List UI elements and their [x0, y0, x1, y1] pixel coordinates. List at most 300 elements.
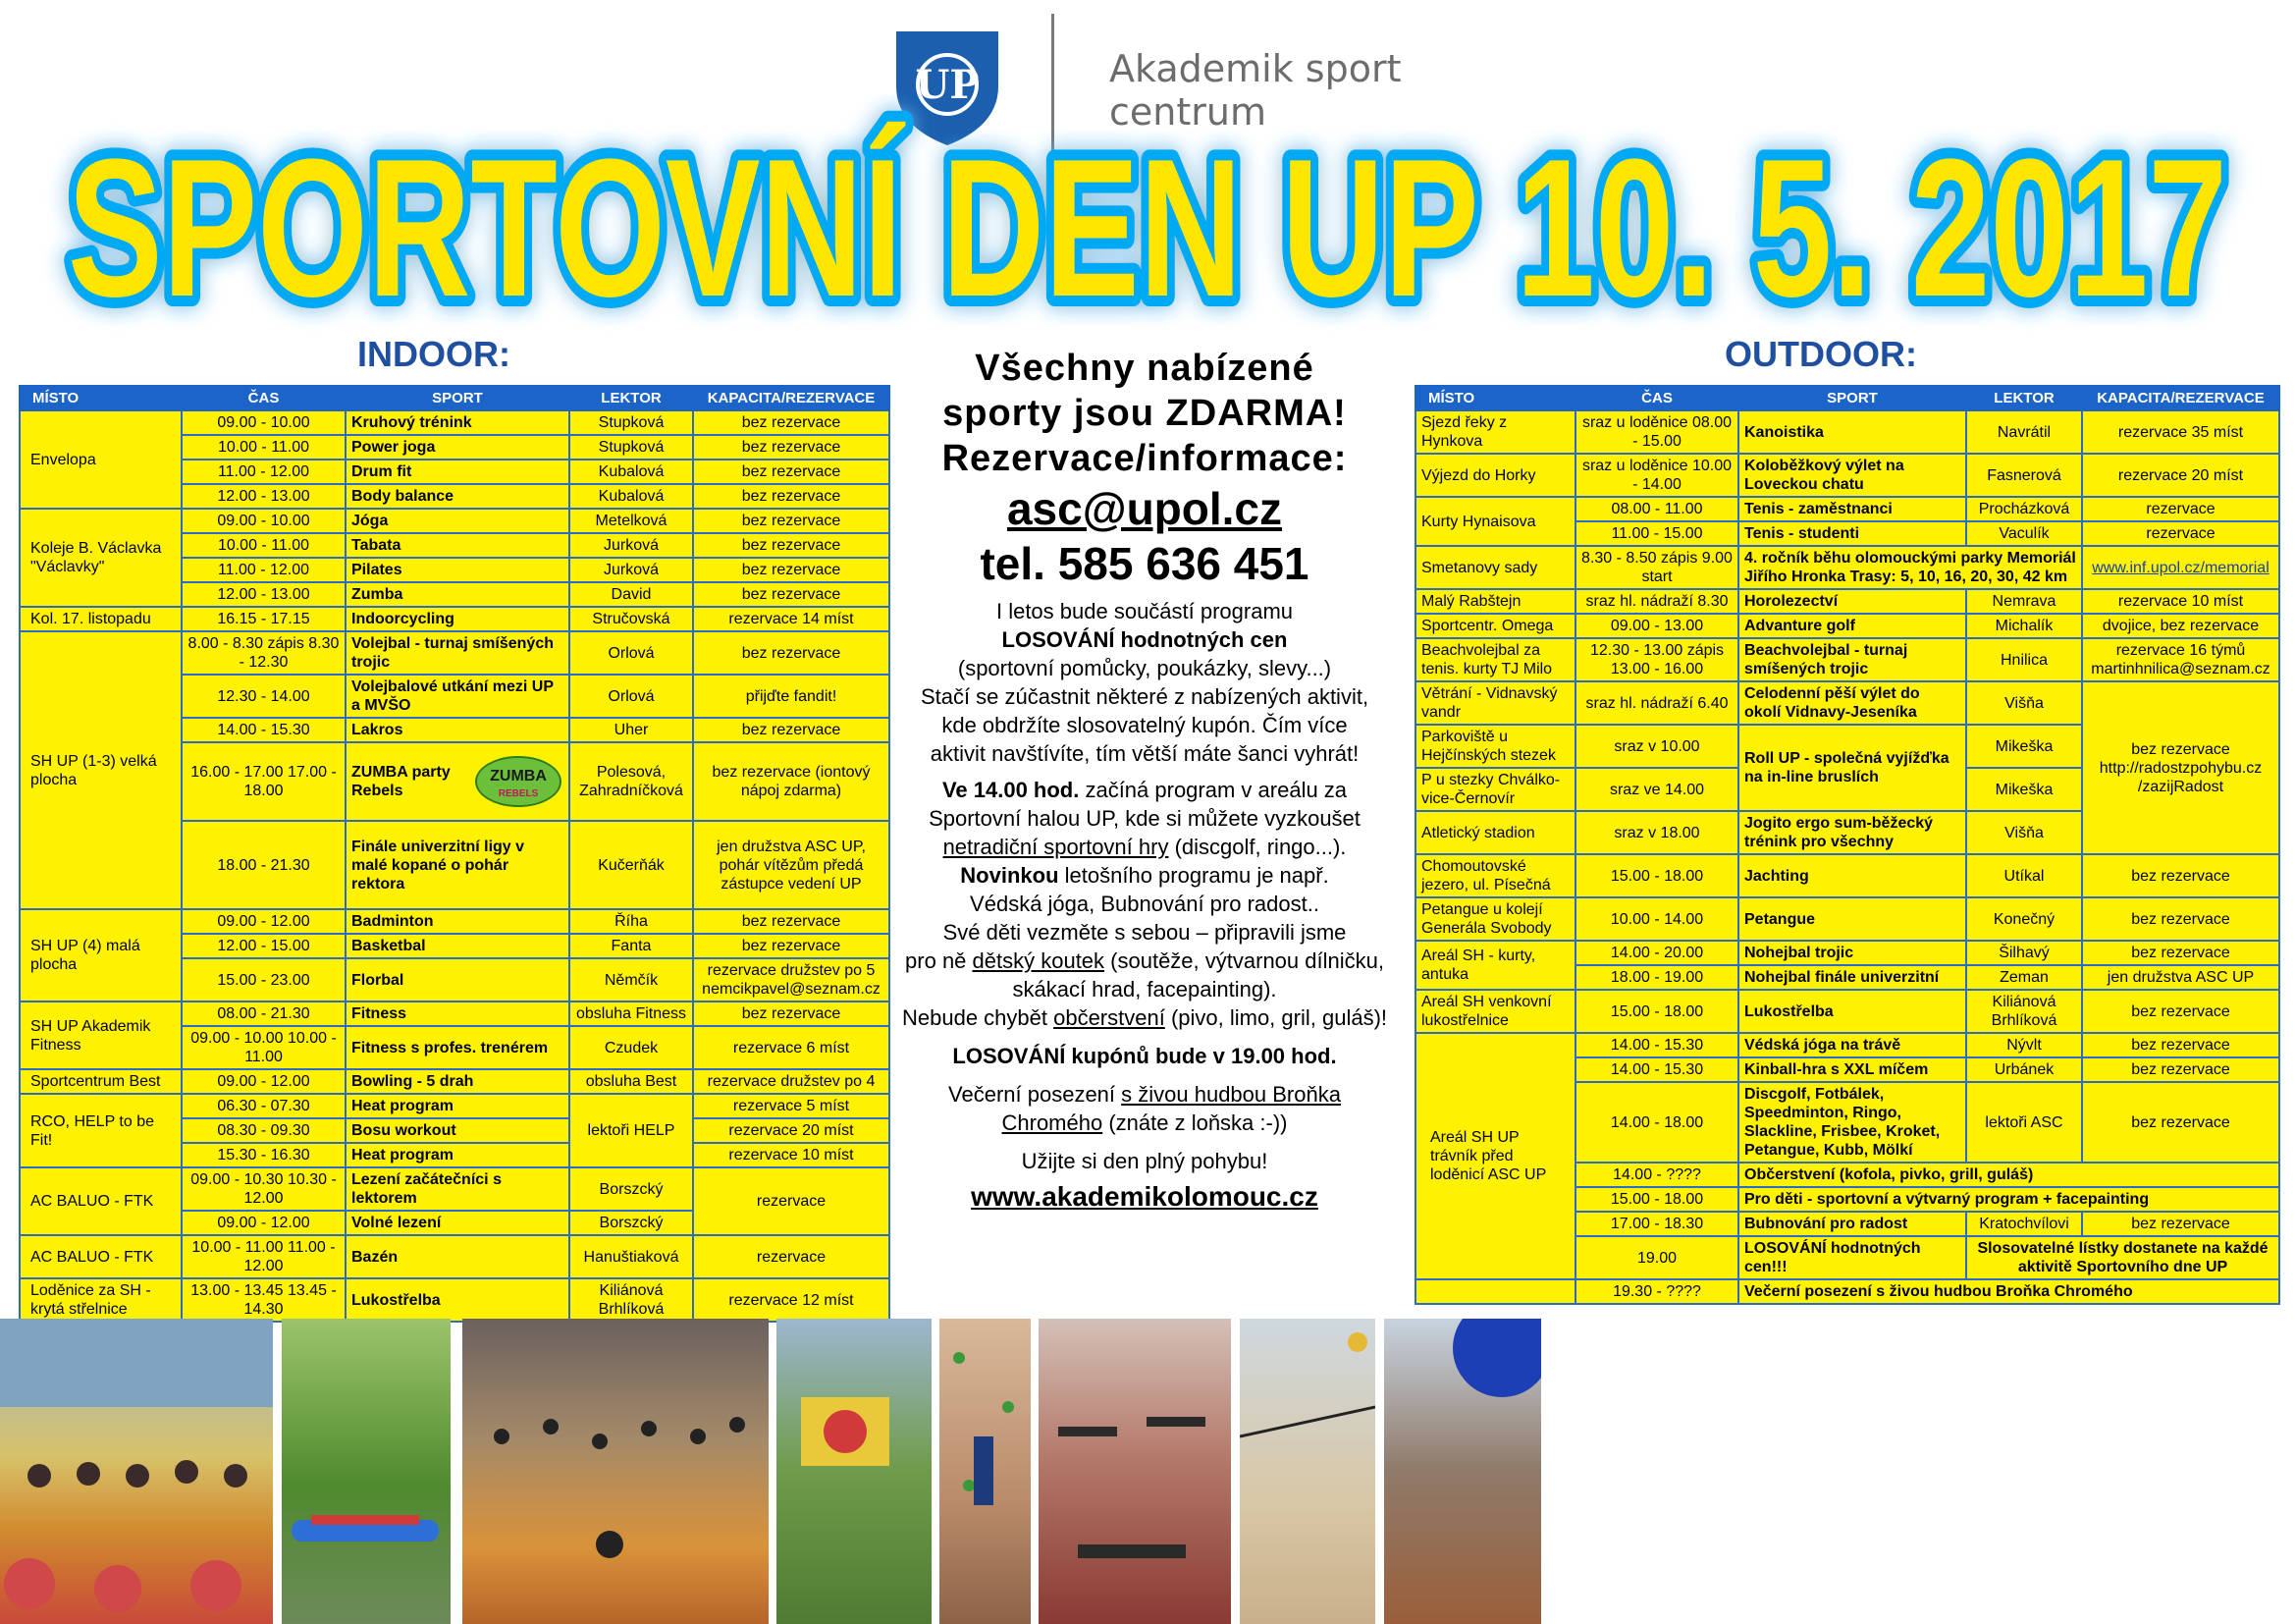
venue-cell: Areál SH UP trávník před loděnicí ASC UP: [1415, 1033, 1575, 1279]
venue-cell: SH UP Akademik Fitness: [20, 1001, 182, 1069]
sport-cell: Discgolf, Fotbálek, Speedminton, Ringo, Slackline, Frisbee, Kroket, Petangue, Kubb, Mölkí: [1738, 1082, 1966, 1163]
info-text: [889, 833, 1400, 861]
table-row: [1415, 941, 2279, 965]
info-text-span: (pivo, limo, gril, guláš)!: [1164, 1005, 1388, 1030]
info-text-bold: Novinkou: [960, 863, 1059, 888]
time-cell: 14.00 - 20.00: [1575, 941, 1738, 965]
venue-cell: AC BALUO - FTK: [20, 1235, 182, 1278]
venue-cell: Kol. 17. listopadu: [20, 607, 182, 631]
sport-cell: Celodenní pěší výlet do okolí Vidnavy-Jeseníka: [1738, 681, 1966, 725]
capacity-cell: rezervace 5 míst: [693, 1094, 889, 1118]
sport-cell-text: ZUMBA party Rebels: [351, 764, 451, 799]
venue-cell: Výjezd do Horky: [1415, 454, 1575, 497]
sport-cell: Kinball-hra s XXL míčem: [1738, 1057, 1966, 1082]
venue-cell: Atletický stadion: [1415, 811, 1575, 854]
capacity-cell: bez rezervace: [693, 533, 889, 558]
lector-cell: Kubalová: [569, 484, 693, 509]
info-reservation-label: Rezervace/informace:: [941, 438, 1348, 479]
time-cell: 14.00 - ????: [1575, 1163, 1738, 1187]
lector-cell: lektoři ASC: [1966, 1082, 2082, 1163]
sport-cell: Florbal: [346, 958, 569, 1001]
info-text: Stačí se zúčastnit některé z nabízených aktivit,: [920, 684, 1369, 709]
table-row: [1415, 546, 2279, 589]
table-row: [1415, 614, 2279, 638]
capacity-cell: bez rezervace: [693, 435, 889, 460]
lector-cell: Kučerňák: [569, 821, 693, 909]
indoor-heading: INDOOR:: [357, 334, 510, 374]
time-cell: 08.00 - 11.00: [1575, 497, 1738, 521]
sport-cell: Bosu workout: [346, 1118, 569, 1143]
lector-cell: lektoři HELP: [569, 1094, 693, 1167]
lector-cell: Kratochvílovi: [1966, 1212, 2082, 1236]
time-cell: 09.00 - 13.00: [1575, 614, 1738, 638]
column-header: LEKTOR: [569, 386, 693, 410]
sport-cell: Roll UP - společná vyjížďka na in-line bruslích: [1738, 725, 1966, 811]
column-header: KAPACITA/REZERVACE: [2082, 386, 2279, 410]
info-text-span: pro ně: [905, 948, 973, 973]
venue-cell: Kurty Hynaisova: [1415, 497, 1575, 546]
column-header: ČAS: [182, 386, 346, 410]
sport-cell: Petangue: [1738, 897, 1966, 941]
lector-cell: Stupková: [569, 410, 693, 435]
capacity-cell: rezervace 12 míst: [693, 1278, 889, 1322]
mats-photo-icon: [1039, 1319, 1231, 1624]
volleyball-photo-icon: [1240, 1319, 1375, 1624]
sport-cell: Beachvolejbal - turnaj smíšených trojic: [1738, 638, 1966, 681]
outdoor-heading: OUTDOOR:: [1725, 334, 1917, 374]
time-cell: 09.00 - 12.00: [182, 909, 346, 934]
time-cell: sraz hl. nádraží 8.30: [1575, 589, 1738, 614]
column-header: KAPACITA/REZERVACE: [693, 386, 889, 410]
photo-climbing: [939, 1319, 1031, 1624]
capacity-cell: bez rezervace: [2082, 1057, 2279, 1082]
capacity-cell: rezervace 10 míst: [693, 1143, 889, 1167]
lector-cell: obsluha Best: [569, 1069, 693, 1094]
venue-cell: Větrání - Vidnavský vandr: [1415, 681, 1575, 725]
table-row: [20, 1235, 889, 1278]
info-text: [889, 1003, 1400, 1032]
venue-cell: [1415, 1279, 1575, 1304]
venue-cell: Areál SH venkovní lukostřelnice: [1415, 990, 1575, 1033]
sport-cell: Kruhový trénink: [346, 410, 569, 435]
time-cell: 06.30 - 07.30: [182, 1094, 346, 1118]
sport-cell: Pilates: [346, 558, 569, 582]
lector-cell: Šilhavý: [1966, 941, 2082, 965]
sport-cell: Heat program: [346, 1094, 569, 1118]
capacity-cell: bez rezervace: [693, 460, 889, 484]
info-text-underline: netradiční sportovní hry: [942, 835, 1169, 859]
time-cell: 15.00 - 18.00: [1575, 1187, 1738, 1212]
column-header: ČAS: [1575, 386, 1738, 410]
sport-cell: Tabata: [346, 533, 569, 558]
indoor-schedule-table: [19, 385, 890, 1323]
event-website-link[interactable]: www.inf.upol.cz/memorial: [2082, 546, 2279, 589]
capacity-cell: bez rezervace: [693, 509, 889, 533]
time-cell: 09.00 - 10.00 10.00 - 11.00: [182, 1026, 346, 1069]
table-row: [20, 1069, 889, 1094]
time-cell: sraz u loděnice 10.00 - 14.00: [1575, 454, 1738, 497]
time-cell: 09.00 - 12.00: [182, 1069, 346, 1094]
capacity-cell: bez rezervace: [693, 631, 889, 675]
info-text: Své děti vezměte s sebou – připravili jsme: [942, 920, 1347, 945]
sport-cell: Body balance: [346, 484, 569, 509]
time-cell: 08.00 - 21.30: [182, 1001, 346, 1026]
time-cell: 14.00 - 15.30: [182, 718, 346, 742]
time-cell: sraz u loděnice 08.00 - 15.00: [1575, 410, 1738, 454]
sport-cell: Tenis - zaměstnanci: [1738, 497, 1966, 521]
lector-cell: Kiliánová Brhlíková: [569, 1278, 693, 1322]
archery-photo-icon: [776, 1319, 932, 1624]
capacity-cell: bez rezervace: [2082, 854, 2279, 897]
sport-cell: Drum fit: [346, 460, 569, 484]
sport-cell: Občerstvení (kofola, pivko, grill, guláš): [1738, 1163, 2279, 1187]
sport-cell: Indoorcycling: [346, 607, 569, 631]
lector-cell: Hnilica: [1966, 638, 2082, 681]
capacity-cell: jen družstva ASC UP, pohár vítězům předá zástupce vedení UP: [693, 821, 889, 909]
kinball-photo-icon: [1384, 1319, 1541, 1624]
sport-cell: Nohejbal trojic: [1738, 941, 1966, 965]
table-row: [20, 1001, 889, 1026]
info-text: skákací hrad, facepainting).: [1012, 977, 1277, 1001]
table-row: [1415, 990, 2279, 1033]
time-cell: 12.30 - 13.00 zápis 13.00 - 16.00: [1575, 638, 1738, 681]
venue-cell: Sportcentrum Best: [20, 1069, 182, 1094]
capacity-cell: bez rezervace: [2082, 1033, 2279, 1057]
table-row: [20, 1094, 889, 1118]
lector-cell: Zeman: [1966, 965, 2082, 990]
sport-cell: Bubnování pro radost: [1738, 1212, 1966, 1236]
photo-rafting: [282, 1319, 451, 1624]
contact-phone: tel. 585 636 451: [980, 538, 1309, 589]
capacity-cell: bez rezervace: [2082, 1082, 2279, 1163]
lector-cell: Jurková: [569, 558, 693, 582]
time-cell: 09.00 - 12.00: [182, 1211, 346, 1235]
info-text: (sportovní pomůcky, poukázky, slevy...): [957, 656, 1332, 680]
lector-cell: Konečný: [1966, 897, 2082, 941]
lector-cell: Metelková: [569, 509, 693, 533]
sport-cell: Jóga: [346, 509, 569, 533]
sport-cell: Večerní posezení s živou hudbou Broňka Chromého: [1738, 1279, 2279, 1304]
capacity-cell: rezervace 35 míst: [2082, 410, 2279, 454]
time-cell: 09.00 - 10.30 10.30 - 12.00: [182, 1167, 346, 1211]
info-text-underline: občerstvení: [1053, 1005, 1165, 1030]
time-cell: 14.00 - 15.30: [1575, 1057, 1738, 1082]
info-text-span: (znáte z loňska :-)): [1102, 1110, 1288, 1135]
capacity-cell: bez rezervace: [693, 934, 889, 958]
time-cell: 15.00 - 18.00: [1575, 990, 1738, 1033]
capacity-cell: bez rezervace: [2082, 1212, 2279, 1236]
table-row: [20, 631, 889, 675]
time-cell: sraz ve 14.00: [1575, 768, 1738, 811]
info-text: [889, 947, 1400, 975]
photo-beach-volleyball: [1240, 1319, 1375, 1624]
info-text: Sportovní halou UP, kde si můžete vyzkoušet: [929, 806, 1361, 831]
time-cell: 09.00 - 10.00: [182, 509, 346, 533]
time-cell: 12.00 - 15.00: [182, 934, 346, 958]
capacity-cell: bez rezervace: [693, 558, 889, 582]
venue-cell: Sportcentr. Omega: [1415, 614, 1575, 638]
table-row: [1415, 1279, 2279, 1304]
capacity-cell: bez rezervace: [693, 909, 889, 934]
capacity-cell: rezervace družstev po 5 nemcikpavel@seznam.cz: [693, 958, 889, 1001]
lector-cell: Říha: [569, 909, 693, 934]
info-text: [889, 861, 1400, 890]
lector-cell: Vaculík: [1966, 521, 2082, 546]
sport-cell: Badminton: [346, 909, 569, 934]
lector-cell: Uher: [569, 718, 693, 742]
info-text: Užijte si den plný pohybu!: [1021, 1149, 1268, 1173]
capacity-cell: rezervace 10 míst: [2082, 589, 2279, 614]
photo-aerobics: [0, 1319, 273, 1624]
venue-cell: SH UP (1-3) velká plocha: [20, 631, 182, 909]
table-row: [20, 1167, 889, 1211]
table-row: [1415, 854, 2279, 897]
time-cell: 09.00 - 10.00: [182, 410, 346, 435]
table-row: [1415, 497, 2279, 521]
time-cell: 08.30 - 09.30: [182, 1118, 346, 1143]
photo-kinball: [1384, 1319, 1541, 1624]
photo-strip: [0, 1319, 2296, 1624]
aerobics-photo-icon: [0, 1319, 273, 1624]
time-cell: 18.00 - 19.00: [1575, 965, 1738, 990]
info-text: [889, 1109, 1400, 1137]
brand-line1: Akademik sport: [1109, 47, 1402, 90]
info-lottery-time: LOSOVÁNÍ kupónů bude v 19.00 hod.: [952, 1044, 1337, 1068]
venue-cell: Areál SH - kurty, antuka: [1415, 941, 1575, 990]
website-link[interactable]: www.akademikolomouc.cz: [971, 1181, 1318, 1212]
capacity-cell: rezervace 20 míst: [693, 1118, 889, 1143]
lector-cell: Borszcký: [569, 1167, 693, 1211]
capacity-cell: rezervace 6 míst: [693, 1026, 889, 1069]
sport-cell: Volejbal - turnaj smíšených trojic: [346, 631, 569, 675]
time-cell: 12.00 - 13.00: [182, 484, 346, 509]
capacity-cell: rezervace: [2082, 497, 2279, 521]
venue-cell: Smetanovy sady: [1415, 546, 1575, 589]
time-cell: 15.00 - 23.00: [182, 958, 346, 1001]
column-header: MÍSTO: [20, 386, 182, 410]
capacity-cell: bez rezervace: [693, 718, 889, 742]
capacity-cell: rezervace 20 míst: [2082, 454, 2279, 497]
venue-cell: SH UP (4) malá plocha: [20, 909, 182, 1001]
lector-cell: Nemrava: [1966, 589, 2082, 614]
time-cell: 11.00 - 15.00: [1575, 521, 1738, 546]
sport-cell: Lukostřelba: [1738, 990, 1966, 1033]
venue-cell: Loděnice za SH - krytá střelnice: [20, 1278, 182, 1322]
capacity-cell: rezervace 14 míst: [693, 607, 889, 631]
lector-cell: Procházková: [1966, 497, 2082, 521]
page-title: [0, 94, 2296, 340]
time-cell: 15.00 - 18.00: [1575, 854, 1738, 897]
sport-cell: Nohejbal finále univerzitní: [1738, 965, 1966, 990]
lector-cell: Polesová, Zahradníčková: [569, 742, 693, 821]
lector-cell: David: [569, 582, 693, 607]
sport-cell: Basketbal: [346, 934, 569, 958]
venue-cell: P u stezky Chválko-vice-Černovír: [1415, 768, 1575, 811]
capacity-cell: dvojice, bez rezervace: [2082, 614, 2279, 638]
capacity-cell: rezervace: [2082, 521, 2279, 546]
info-text-span: letošního programu je např.: [1058, 863, 1329, 888]
venue-cell: AC BALUO - FTK: [20, 1167, 182, 1235]
info-text-span: začíná program v areálu za: [1079, 778, 1348, 802]
zumba-rebels-logo: [474, 755, 562, 808]
table-row: [1415, 1033, 2279, 1057]
time-cell: 12.30 - 14.00: [182, 675, 346, 718]
sport-cell: Bowling - 5 drah: [346, 1069, 569, 1094]
lector-cell: Kubalová: [569, 460, 693, 484]
lector-cell: Michalík: [1966, 614, 2082, 638]
time-cell: 18.00 - 21.30: [182, 821, 346, 909]
venue-cell: RCO, HELP to be Fit!: [20, 1094, 182, 1167]
column-header: LEKTOR: [1966, 386, 2082, 410]
capacity-cell: rezervace: [693, 1167, 889, 1235]
table-header-row: [20, 386, 889, 410]
page-title-text: SPORTOVNÍ DEN UP 10. 5. 2017: [68, 119, 2227, 338]
lector-cell: Utíkal: [1966, 854, 2082, 897]
sport-cell: Kanoistika: [1738, 410, 1966, 454]
info-text: kde obdržíte slosovatelný kupón. Čím více: [941, 713, 1348, 737]
lector-cell: Mikeška: [1966, 725, 2082, 768]
table-row: [1415, 454, 2279, 497]
sport-cell: Volné lezení: [346, 1211, 569, 1235]
table-row: [1415, 589, 2279, 614]
lector-cell: Orlová: [569, 631, 693, 675]
info-text-bold: Ve 14.00 hod.: [941, 778, 1080, 802]
time-cell: 11.00 - 12.00: [182, 460, 346, 484]
table-row: [1415, 897, 2279, 941]
lector-cell: Fasnerová: [1966, 454, 2082, 497]
lector-cell: Višňa: [1966, 811, 2082, 854]
capacity-cell: bez rezervace: [2082, 941, 2279, 965]
time-cell: 14.00 - 18.00: [1575, 1082, 1738, 1163]
info-text-span: (discgolf, ringo...).: [1168, 835, 1347, 859]
lector-cell: Višňa: [1966, 681, 2082, 725]
time-cell: 10.00 - 11.00: [182, 533, 346, 558]
sport-cell: Zumba: [346, 582, 569, 607]
sport-cell: Heat program: [346, 1143, 569, 1167]
sport-cell: Advanture golf: [1738, 614, 1966, 638]
sport-cell: Bazén: [346, 1235, 569, 1278]
venue-cell: Chomoutovské jezero, ul. Písečná: [1415, 854, 1575, 897]
info-text: LOSOVÁNÍ hodnotných cen: [1001, 627, 1288, 652]
table-row: [1415, 410, 2279, 454]
photo-exercise-mats: [1039, 1319, 1231, 1624]
lector-cell: Nývlt: [1966, 1033, 2082, 1057]
column-header: SPORT: [346, 386, 569, 410]
outdoor-schedule-table: [1415, 385, 2280, 1305]
lottery-note-cell: Slosovatelné lístky dostanete na každé aktivitě Sportovního dne UP: [1966, 1236, 2279, 1279]
time-cell: 8.30 - 8.50 zápis 9.00 start: [1575, 546, 1738, 589]
sport-cell: Fitness s profes. trenérem: [346, 1026, 569, 1069]
lector-cell: Czudek: [569, 1026, 693, 1069]
sport-cell: Jachting: [1738, 854, 1966, 897]
info-column: [889, 346, 1400, 1215]
sport-cell: Power joga: [346, 435, 569, 460]
lector-cell: obsluha Fitness: [569, 1001, 693, 1026]
table-row: [20, 1278, 889, 1322]
lector-cell: Mikeška: [1966, 768, 2082, 811]
venue-cell: Koleje B. Václavka "Václavky": [20, 509, 182, 607]
capacity-cell: bez rezervace http://radostzpohybu.cz /zazijRadost: [2082, 681, 2279, 854]
table-row: [1415, 638, 2279, 681]
time-cell: 15.30 - 16.30: [182, 1143, 346, 1167]
capacity-cell: bez rezervace: [2082, 897, 2279, 941]
capacity-cell: jen družstva ASC UP: [2082, 965, 2279, 990]
capacity-cell: bez rezervace: [693, 410, 889, 435]
sport-cell: [346, 742, 569, 821]
capacity-cell: rezervace družstev po 4: [693, 1069, 889, 1094]
capacity-cell: přijďte fandit!: [693, 675, 889, 718]
sport-cell: Lezení začátečníci s lektorem: [346, 1167, 569, 1211]
time-cell: 10.00 - 11.00: [182, 435, 346, 460]
venue-cell: Beachvolejbal za tenis. kurty TJ Milo: [1415, 638, 1575, 681]
lector-cell: Hanuštiaková: [569, 1235, 693, 1278]
capacity-cell: bez rezervace: [693, 1001, 889, 1026]
info-text: [889, 776, 1400, 804]
zumba-photo-icon: [462, 1319, 769, 1624]
sport-cell: Volejbalové utkání mezi UP a MVŠO: [346, 675, 569, 718]
contact-email-link[interactable]: asc@upol.cz: [1006, 483, 1283, 534]
table-row: [20, 509, 889, 533]
info-free-line1: Všechny nabízené: [975, 348, 1314, 389]
time-cell: 13.00 - 13.45 13.45 - 14.30: [182, 1278, 346, 1322]
table-header-row: [1415, 386, 2279, 410]
sport-cell: 4. ročník běhu olomouckými parky Memoriál Jiřího Hronka Trasy: 5, 10, 16, 20, 30, 42 km: [1738, 546, 2082, 589]
info-text: aktivit navštívíte, tím větší máte šanci vyhrát!: [930, 741, 1360, 766]
time-cell: 16.15 - 17.15: [182, 607, 346, 631]
sport-cell: Tenis - studenti: [1738, 521, 1966, 546]
info-text-underline: s živou hudbou Broňka: [1121, 1082, 1341, 1107]
time-cell: 17.00 - 18.30: [1575, 1212, 1738, 1236]
table-row: [20, 410, 889, 435]
sport-cell: Horolezectví: [1738, 589, 1966, 614]
sport-cell: Védská jóga na trávě: [1738, 1033, 1966, 1057]
zumba-badge-text: ZUMBA: [490, 768, 547, 785]
lector-cell: Urbánek: [1966, 1057, 2082, 1082]
sport-cell: Fitness: [346, 1001, 569, 1026]
capacity-cell: bez rezervace: [693, 484, 889, 509]
zumba-badge-text2: REBELS: [498, 788, 539, 799]
rafting-photo-icon: [282, 1319, 451, 1624]
time-cell: 12.00 - 13.00: [182, 582, 346, 607]
sport-cell: LOSOVÁNÍ hodnotných cen!!!: [1738, 1236, 1966, 1279]
capacity-cell: bez rezervace: [2082, 990, 2279, 1033]
sport-cell: Finále univerzitní ligy v malé kopané o pohár rektora: [346, 821, 569, 909]
capacity-cell: rezervace: [693, 1235, 889, 1278]
time-cell: sraz v 10.00: [1575, 725, 1738, 768]
venue-cell: Sjezd řeky z Hynkova: [1415, 410, 1575, 454]
time-cell: 16.00 - 17.00 17.00 - 18.00: [182, 742, 346, 821]
svg-text:UP: UP: [915, 62, 980, 108]
brand-line2: centrum: [1109, 90, 1266, 134]
photo-zumba: [462, 1319, 769, 1624]
lector-cell: Kiliánová Brhlíková: [1966, 990, 2082, 1033]
lector-cell: Němčík: [569, 958, 693, 1001]
info-text: Védská jóga, Bubnování pro radost..: [970, 892, 1319, 916]
venue-cell: Parkoviště u Hejčínských stezek: [1415, 725, 1575, 768]
info-text-underline: Chromého: [1001, 1110, 1103, 1135]
info-text-span: Nebude chybět: [901, 1005, 1054, 1030]
sport-cell: Lukostřelba: [346, 1278, 569, 1322]
lector-cell: Fanta: [569, 934, 693, 958]
column-header: MÍSTO: [1415, 386, 1575, 410]
time-cell: 19.30 - ????: [1575, 1279, 1738, 1304]
photo-archery: [776, 1319, 932, 1624]
venue-cell: Petangue u kolejí Generála Svobody: [1415, 897, 1575, 941]
lector-cell: Jurková: [569, 533, 693, 558]
lector-cell: Borszcký: [569, 1211, 693, 1235]
time-cell: 19.00: [1575, 1236, 1738, 1279]
info-text-underline: dětský koutek: [972, 948, 1105, 973]
